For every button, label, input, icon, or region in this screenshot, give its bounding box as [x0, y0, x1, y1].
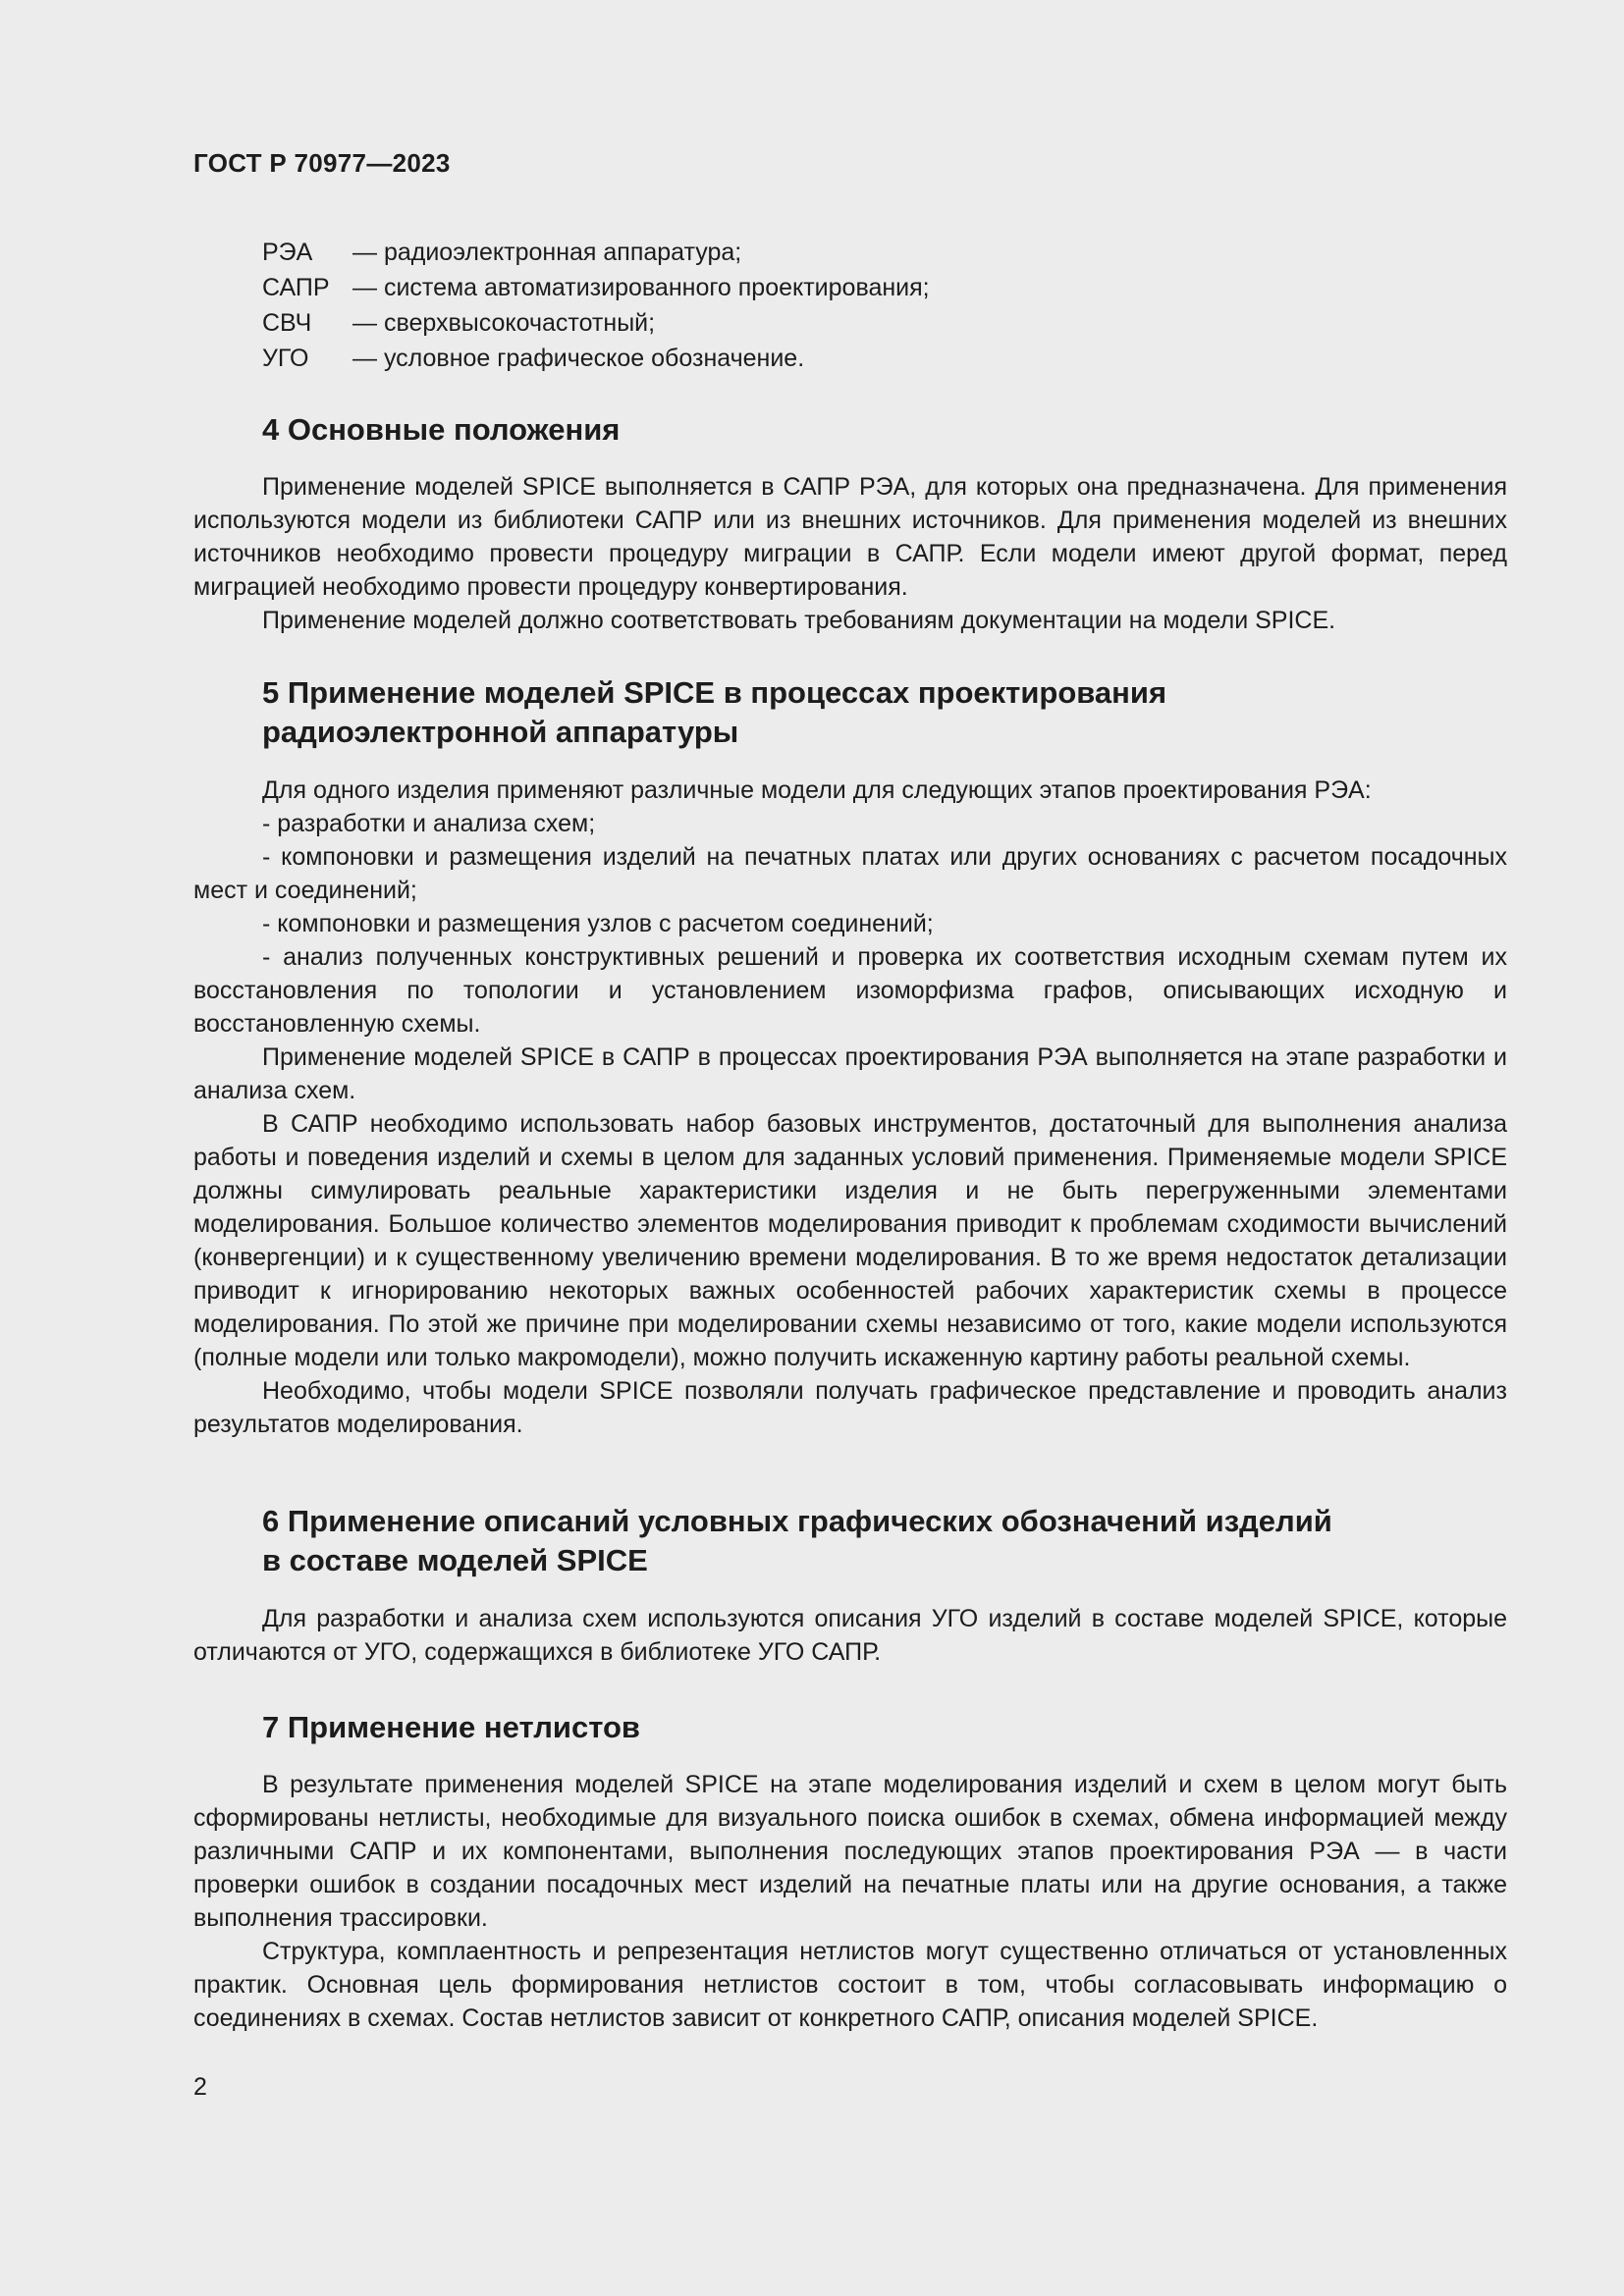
section-5-heading-line1: 5 Применение моделей SPICE в процессах проектирования: [262, 675, 1167, 710]
section-5-body: [193, 774, 1507, 1441]
paragraph: Применение моделей SPICE в САПР в процессах проектирования РЭА выполняется на этапе разработки и анализа схем.: [193, 1043, 1507, 1104]
abbreviation-list: [262, 235, 930, 376]
section-6-heading-line1: 6 Применение описаний условных графических обозначений изделий: [262, 1504, 1332, 1538]
paragraph: Для одного изделия применяют различные модели для следующих этапов проектирования РЭА:: [262, 776, 1372, 804]
list-item: - компоновки и размещения узлов с расчетом соединений;: [262, 910, 934, 937]
abbreviation-row: [262, 235, 930, 270]
section-4-heading: 4 Основные положения: [262, 412, 621, 447]
list-item: - разработки и анализа схем;: [262, 810, 596, 837]
abbreviation-term: РЭА: [262, 239, 313, 266]
paragraph: Структура, комплаентность и репрезентация нетлистов могут существенно отличаться от установленных практик. Основная цель формирования нетлистов состоит в том, чтобы согласовывать информацию о соединениях в схемах. Состав нетлистов зависит от конкретного САПР, описания моделей SPICE.: [193, 1938, 1507, 2032]
paragraph: В САПР необходимо использовать набор базовых инструментов, достаточный для выполнения анализа работы и поведения изделий и схемы в целом для заданных условий применения. Применяемые модели SPICE должны симулировать реальные характеристики изделия и не быть перегруженными элементами моделирования. Большое количество элементов моделирования приводит к проблемам сходимости вычислений (конвергенции) и к существенному увеличению времени моделирования. В то же время недостаток детализации приводит к игнорированию некоторых важных особенностей рабочих характеристик схемы в процессе моделирования. По этой же причине при моделировании схемы независимо от того, какие модели используются (полные модели или только макромодели), можно получить искаженную картину работы реальной схемы.: [193, 1110, 1507, 1371]
paragraph: Применение моделей SPICE выполняется в САПР РЭА, для которых она предназначена. Для применения используются модели из библиотеки САПР или из внешних источников. Для применения моделей из внешних источников необходимо провести процедуру миграции в САПР. Если модели имеют другой формат, перед миграцией необходимо провести процедуру конвертирования.: [193, 473, 1507, 601]
paragraph: Необходимо, чтобы модели SPICE позволяли получать графическое представление и проводить анализ результатов моделирования.: [193, 1377, 1507, 1438]
section-5-heading-line2: радиоэлектронной аппаратуры: [262, 715, 739, 749]
list-item: - анализ полученных конструктивных решений и проверка их соответствия исходным схемам путем их восстановления по топологии и установлением изоморфизма графов, описывающих исходную и восстановленную схемы.: [193, 943, 1507, 1038]
abbreviation-row: [262, 305, 930, 341]
abbreviation-term: САПР: [262, 274, 330, 301]
section-4-body: [193, 470, 1507, 637]
section-5-heading: [262, 673, 1166, 752]
paragraph: Для разработки и анализа схем используются описания УГО изделий в составе моделей SPICE, которые отличаются от УГО, содержащихся в библиотеке УГО САПР.: [193, 1605, 1507, 1666]
abbreviation-row: [262, 341, 930, 376]
abbreviation-definition: — сверхвысокочастотный;: [352, 309, 656, 337]
abbreviation-definition: — радиоэлектронная аппаратура;: [352, 239, 742, 266]
section-6-heading-line2: в составе моделей SPICE: [262, 1543, 648, 1577]
section-7-body: [193, 1768, 1507, 2035]
section-6-heading: [262, 1502, 1332, 1580]
paragraph: Применение моделей должно соответствовать требованиям документации на модели SPICE.: [262, 607, 1336, 634]
section-6-body: [193, 1602, 1507, 1669]
section-7-heading: 7 Применение нетлистов: [262, 1710, 640, 1744]
abbreviation-definition: — условное графическое обозначение.: [352, 345, 805, 372]
paragraph: В результате применения моделей SPICE на этапе моделирования изделий и схем в целом могут быть сформированы нетлисты, необходимые для визуального поиска ошибок в схемах, обмена информацией между различными САПР и их компонентами, выполнения последующих этапов проектирования РЭА — в части проверки ошибок в создании посадочных мест изделий на печатные платы или на другие основания, а также выполнения трассировки.: [193, 1771, 1507, 1932]
abbreviation-definition: — система автоматизированного проектирования;: [352, 274, 930, 301]
list-item: - компоновки и размещения изделий на печатных платах или других основаниях с расчетом посадочных мест и соединений;: [193, 843, 1507, 904]
abbreviation-term: УГО: [262, 345, 309, 372]
document-code: ГОСТ Р 70977—2023: [193, 148, 451, 178]
abbreviation-term: СВЧ: [262, 309, 312, 337]
page-number: 2: [193, 2073, 207, 2101]
abbreviation-row: [262, 270, 930, 305]
